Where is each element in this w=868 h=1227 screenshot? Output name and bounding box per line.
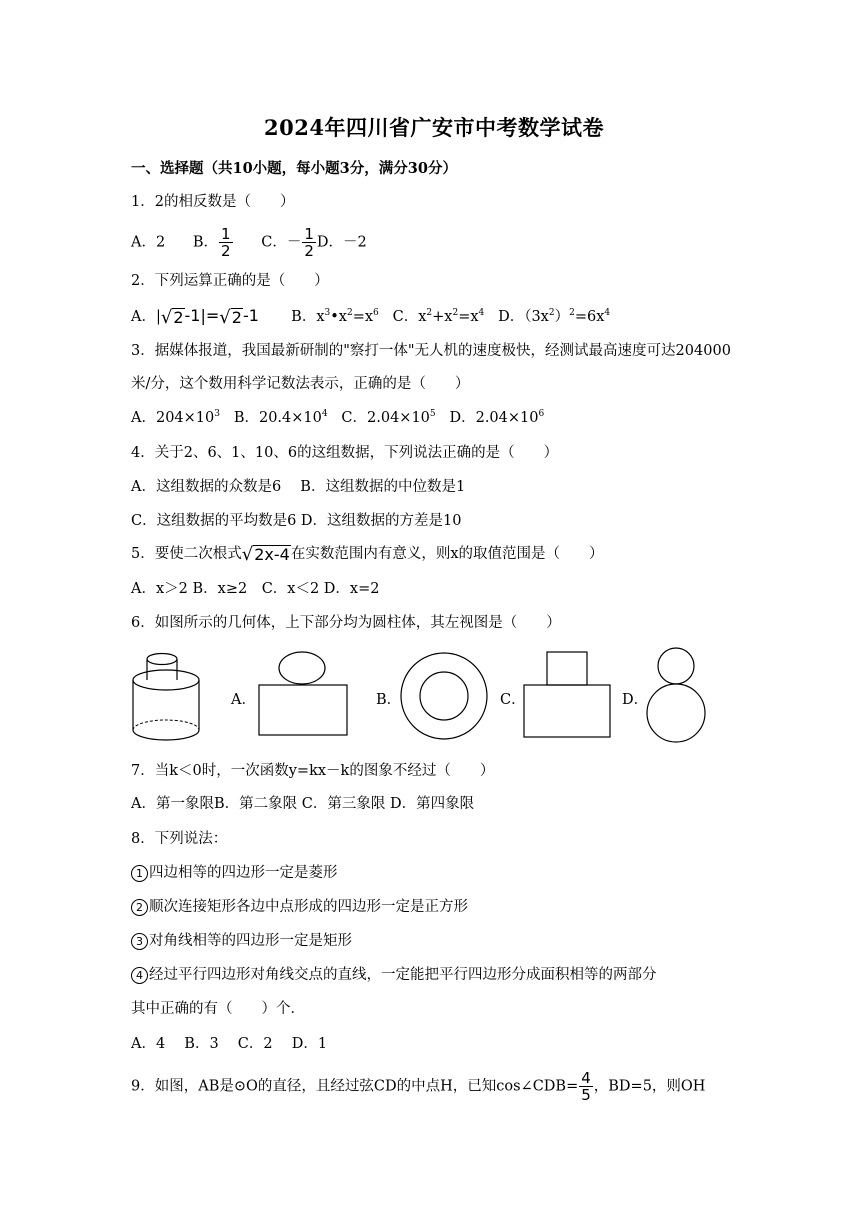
option-b-label: B． bbox=[376, 692, 402, 708]
fraction: $\frac{1}{2}$ bbox=[221, 225, 231, 260]
q9-stem: 9．如图，AB是⊙O的直径，且经过弦CD的中点H，已知cos∠CDB= $\frac{4}{5}$ ，BD=5，则OH bbox=[131, 1069, 706, 1104]
q3-line2: 米/分，这个数用科学记数法表示，正确的是（ ） bbox=[131, 376, 470, 392]
q5-options: A．x＞2 B．x≥2 C．x＜2 D．x=2 bbox=[131, 581, 380, 597]
solid-figure bbox=[128, 646, 208, 746]
fraction: $\frac{1}{2}$ bbox=[304, 225, 314, 260]
q3-line1: 3．据媒体报道，我国最新研制的"察打一体"无人机的速度极快，经测试最高速度可达204000 bbox=[131, 343, 731, 359]
radical: √ 2x-4 bbox=[241, 543, 290, 565]
page-title: 2024年四川省广安市中考数学试卷 bbox=[264, 115, 604, 140]
q8-statement-1: 1 四边相等的四边形一定是菱形 bbox=[131, 862, 338, 884]
q4-options-cd: C．这组数据的平均数是6 D．这组数据的方差是10 bbox=[131, 513, 462, 529]
q4-options-ab: A．这组数据的众数是6 B．这组数据的中位数是1 bbox=[131, 479, 466, 495]
q8-tail: 其中正确的有（ ）个． bbox=[131, 1001, 305, 1017]
q1-stem: 1．2的相反数是（ ） bbox=[131, 194, 295, 210]
q3-options: A．$204\times 10^3$ B．$20.4\times 10^4$ C．$2.04\times 10^5$ D．$2.04\times 10^6$ bbox=[131, 409, 545, 426]
q8-statement-3: 3 对角线相等的四边形一定是矩形 bbox=[131, 930, 352, 952]
q8-statement-2: 2 顺次连接矩形各边中点形成的四边形一定是正方形 bbox=[131, 896, 468, 918]
option-d-label: D． bbox=[622, 692, 649, 708]
option-a-label: A． bbox=[231, 692, 256, 708]
q1-options: A．2 B． $\frac{1}{2}$ C．－ $\frac{1}{2}$ D．－2 bbox=[131, 225, 367, 260]
q2-options: A．| √ 2 -1|= √ 2 -1 B．$x^3•x^2=x^6$ C．$x^2+x^2=x^4$ D．$(3x^2)^2=6x^4$ bbox=[131, 306, 611, 328]
section-heading: 一、选择题（共10小题，每小题3分，满分30分） bbox=[131, 160, 457, 177]
q2-stem: 2．下列运算正确的是（ ） bbox=[131, 273, 329, 289]
radical: √ 2 bbox=[219, 306, 242, 328]
fraction: $\frac{4}{5}$ bbox=[581, 1069, 591, 1104]
option-c-figure bbox=[521, 650, 613, 740]
option-d-figure bbox=[644, 646, 708, 744]
q7-stem: 7．当k＜0时，一次函数y=kx－k的图象不经过（ ） bbox=[131, 763, 495, 779]
q8-statement-4: 4 经过平行四边形对角线交点的直线，一定能把平行四边形分成面积相等的两部分 bbox=[131, 964, 657, 986]
q4-stem: 4．关于2、6、1、10、6的这组数据，下列说法正确的是（ ） bbox=[131, 445, 559, 461]
radical: √ 2 bbox=[160, 306, 184, 328]
q6-stem: 6．如图所示的几何体，上下部分均为圆柱体，其左视图是（ ） bbox=[131, 615, 561, 631]
q7-options: A．第一象限B．第二象限 C．第三象限 D．第四象限 bbox=[131, 796, 475, 812]
option-b-figure bbox=[398, 650, 490, 742]
option-a-figure bbox=[256, 648, 350, 740]
q5-stem: 5．要使二次根式 √ 2x-4 在实数范围内有意义，则x的取值范围是（ ） bbox=[131, 543, 604, 565]
q8-stem: 8．下列说法： bbox=[131, 831, 228, 847]
option-c-label: C． bbox=[500, 692, 526, 708]
q8-options: A．4 B．3 C．2 D．1 bbox=[131, 1036, 328, 1052]
